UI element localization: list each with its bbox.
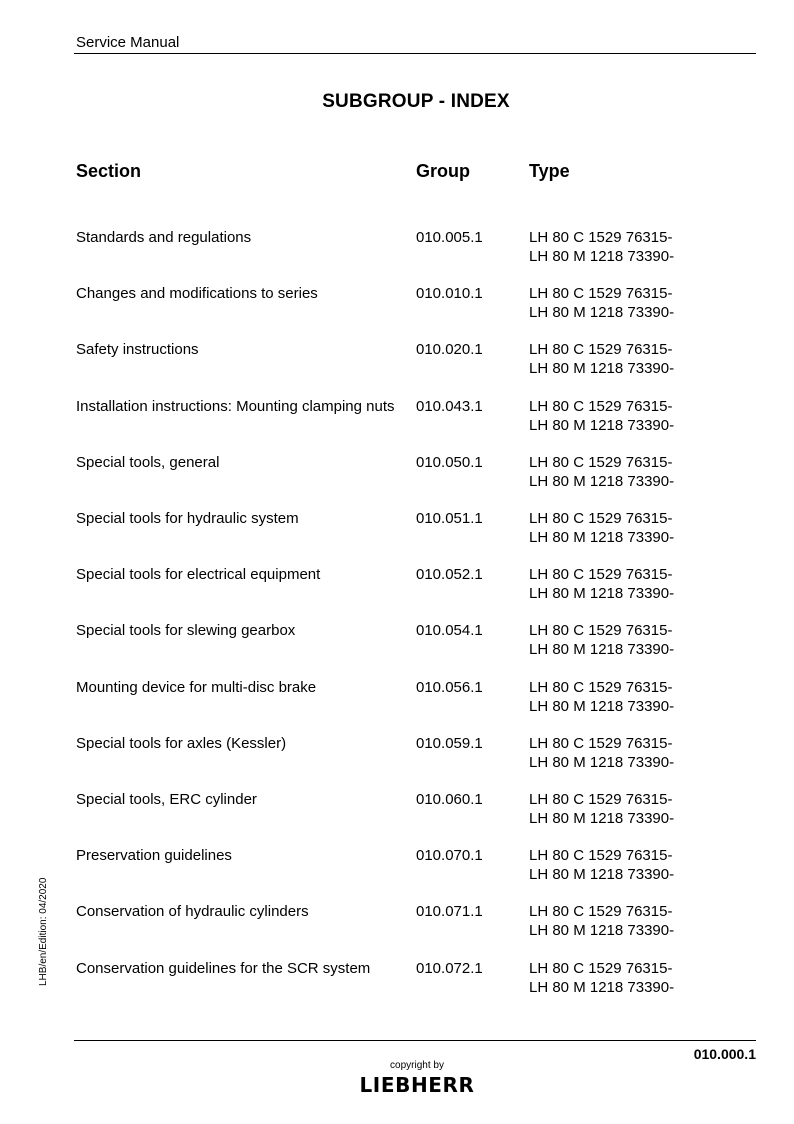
type-line: LH 80 C 1529 76315-	[529, 847, 673, 864]
type-line: LH 80 M 1218 73390-	[529, 754, 675, 771]
column-header-section: Section	[76, 161, 142, 181]
type-list	[529, 790, 674, 828]
type-list	[529, 678, 674, 716]
section-title: Special tools for slewing gearbox	[76, 622, 296, 639]
type-line: LH 80 M 1218 73390-	[529, 585, 675, 602]
group-number: 010.056.1	[416, 679, 483, 696]
footer-rule	[74, 1040, 756, 1041]
type-list	[529, 621, 674, 659]
table-row	[0, 565, 794, 615]
section-title: Special tools for hydraulic system	[76, 510, 299, 527]
group-number: 010.059.1	[416, 735, 483, 752]
table-row	[0, 902, 794, 952]
liebherr-logo: LIEBHERR	[359, 1073, 475, 1097]
page-title: SUBGROUP - INDEX	[322, 91, 510, 112]
type-line: LH 80 C 1529 76315-	[529, 622, 673, 639]
header-rule	[74, 53, 756, 54]
section-title: Mounting device for multi-disc brake	[76, 679, 317, 696]
group-number: 010.010.1	[416, 285, 483, 302]
copyright-text: copyright by	[390, 1060, 444, 1071]
table-row	[0, 734, 794, 784]
type-list	[529, 453, 674, 491]
section-title: Conservation guidelines for the SCR system	[76, 960, 371, 977]
page-code: 010.000.1	[693, 1046, 756, 1062]
group-number: 010.052.1	[416, 566, 483, 583]
type-line: LH 80 C 1529 76315-	[529, 285, 673, 302]
table-row	[0, 340, 794, 390]
section-title: Standards and regulations	[76, 229, 252, 246]
type-line: LH 80 M 1218 73390-	[529, 417, 675, 434]
column-header-type: Type	[529, 161, 570, 181]
group-number: 010.054.1	[416, 622, 483, 639]
group-number: 010.070.1	[416, 847, 483, 864]
section-title: Special tools for axles (Kessler)	[76, 735, 287, 752]
type-line: LH 80 M 1218 73390-	[529, 529, 675, 546]
type-line: LH 80 M 1218 73390-	[529, 360, 675, 377]
type-line: LH 80 M 1218 73390-	[529, 248, 675, 265]
type-list	[529, 565, 674, 603]
group-number: 010.060.1	[416, 791, 483, 808]
section-title: Safety instructions	[76, 341, 199, 358]
table-row	[0, 509, 794, 559]
table-row	[0, 959, 794, 1009]
section-title: Special tools for electrical equipment	[76, 566, 321, 583]
type-list	[529, 397, 674, 435]
group-number: 010.020.1	[416, 341, 483, 358]
section-title: Conservation of hydraulic cylinders	[76, 903, 309, 920]
table-row	[0, 228, 794, 278]
group-number: 010.043.1	[416, 398, 483, 415]
type-list	[529, 959, 674, 997]
type-list	[529, 228, 674, 266]
type-line: LH 80 C 1529 76315-	[529, 341, 673, 358]
type-list	[529, 902, 674, 940]
table-row	[0, 790, 794, 840]
section-title: Special tools, ERC cylinder	[76, 791, 257, 808]
type-line: LH 80 C 1529 76315-	[529, 229, 673, 246]
type-line: LH 80 C 1529 76315-	[529, 566, 673, 583]
type-line: LH 80 C 1529 76315-	[529, 960, 673, 977]
table-row	[0, 284, 794, 334]
type-list	[529, 846, 674, 884]
type-line: LH 80 M 1218 73390-	[529, 698, 675, 715]
section-title: Changes and modifications to series	[76, 285, 318, 302]
type-line: LH 80 C 1529 76315-	[529, 679, 673, 696]
section-title: Special tools, general	[76, 454, 220, 471]
type-line: LH 80 M 1218 73390-	[529, 473, 675, 490]
type-line: LH 80 C 1529 76315-	[529, 791, 673, 808]
type-line: LH 80 C 1529 76315-	[529, 454, 673, 471]
type-line: LH 80 M 1218 73390-	[529, 810, 675, 827]
group-number: 010.005.1	[416, 229, 483, 246]
group-number: 010.071.1	[416, 903, 483, 920]
table-row	[0, 397, 794, 447]
type-line: LH 80 C 1529 76315-	[529, 398, 673, 415]
type-line: LH 80 M 1218 73390-	[529, 979, 675, 996]
table-row	[0, 453, 794, 503]
type-list	[529, 509, 674, 547]
group-number: 010.051.1	[416, 510, 483, 527]
table-row	[0, 678, 794, 728]
type-line: LH 80 C 1529 76315-	[529, 510, 673, 527]
type-line: LH 80 M 1218 73390-	[529, 641, 675, 658]
type-line: LH 80 M 1218 73390-	[529, 922, 675, 939]
header-label: Service Manual	[76, 34, 180, 51]
type-list	[529, 734, 674, 772]
type-line: LH 80 C 1529 76315-	[529, 903, 673, 920]
table-row	[0, 846, 794, 896]
table-row	[0, 621, 794, 671]
section-title: Preservation guidelines	[76, 847, 232, 864]
type-line: LH 80 M 1218 73390-	[529, 304, 675, 321]
group-number: 010.072.1	[416, 960, 483, 977]
edition-note: LHB/en/Edition: 04/2020	[38, 877, 49, 986]
section-title: Installation instructions: Mounting clamping nuts	[76, 398, 395, 415]
type-list	[529, 340, 674, 378]
type-line: LH 80 C 1529 76315-	[529, 735, 673, 752]
column-header-group: Group	[416, 161, 470, 181]
type-line: LH 80 M 1218 73390-	[529, 866, 675, 883]
type-list	[529, 284, 674, 322]
group-number: 010.050.1	[416, 454, 483, 471]
